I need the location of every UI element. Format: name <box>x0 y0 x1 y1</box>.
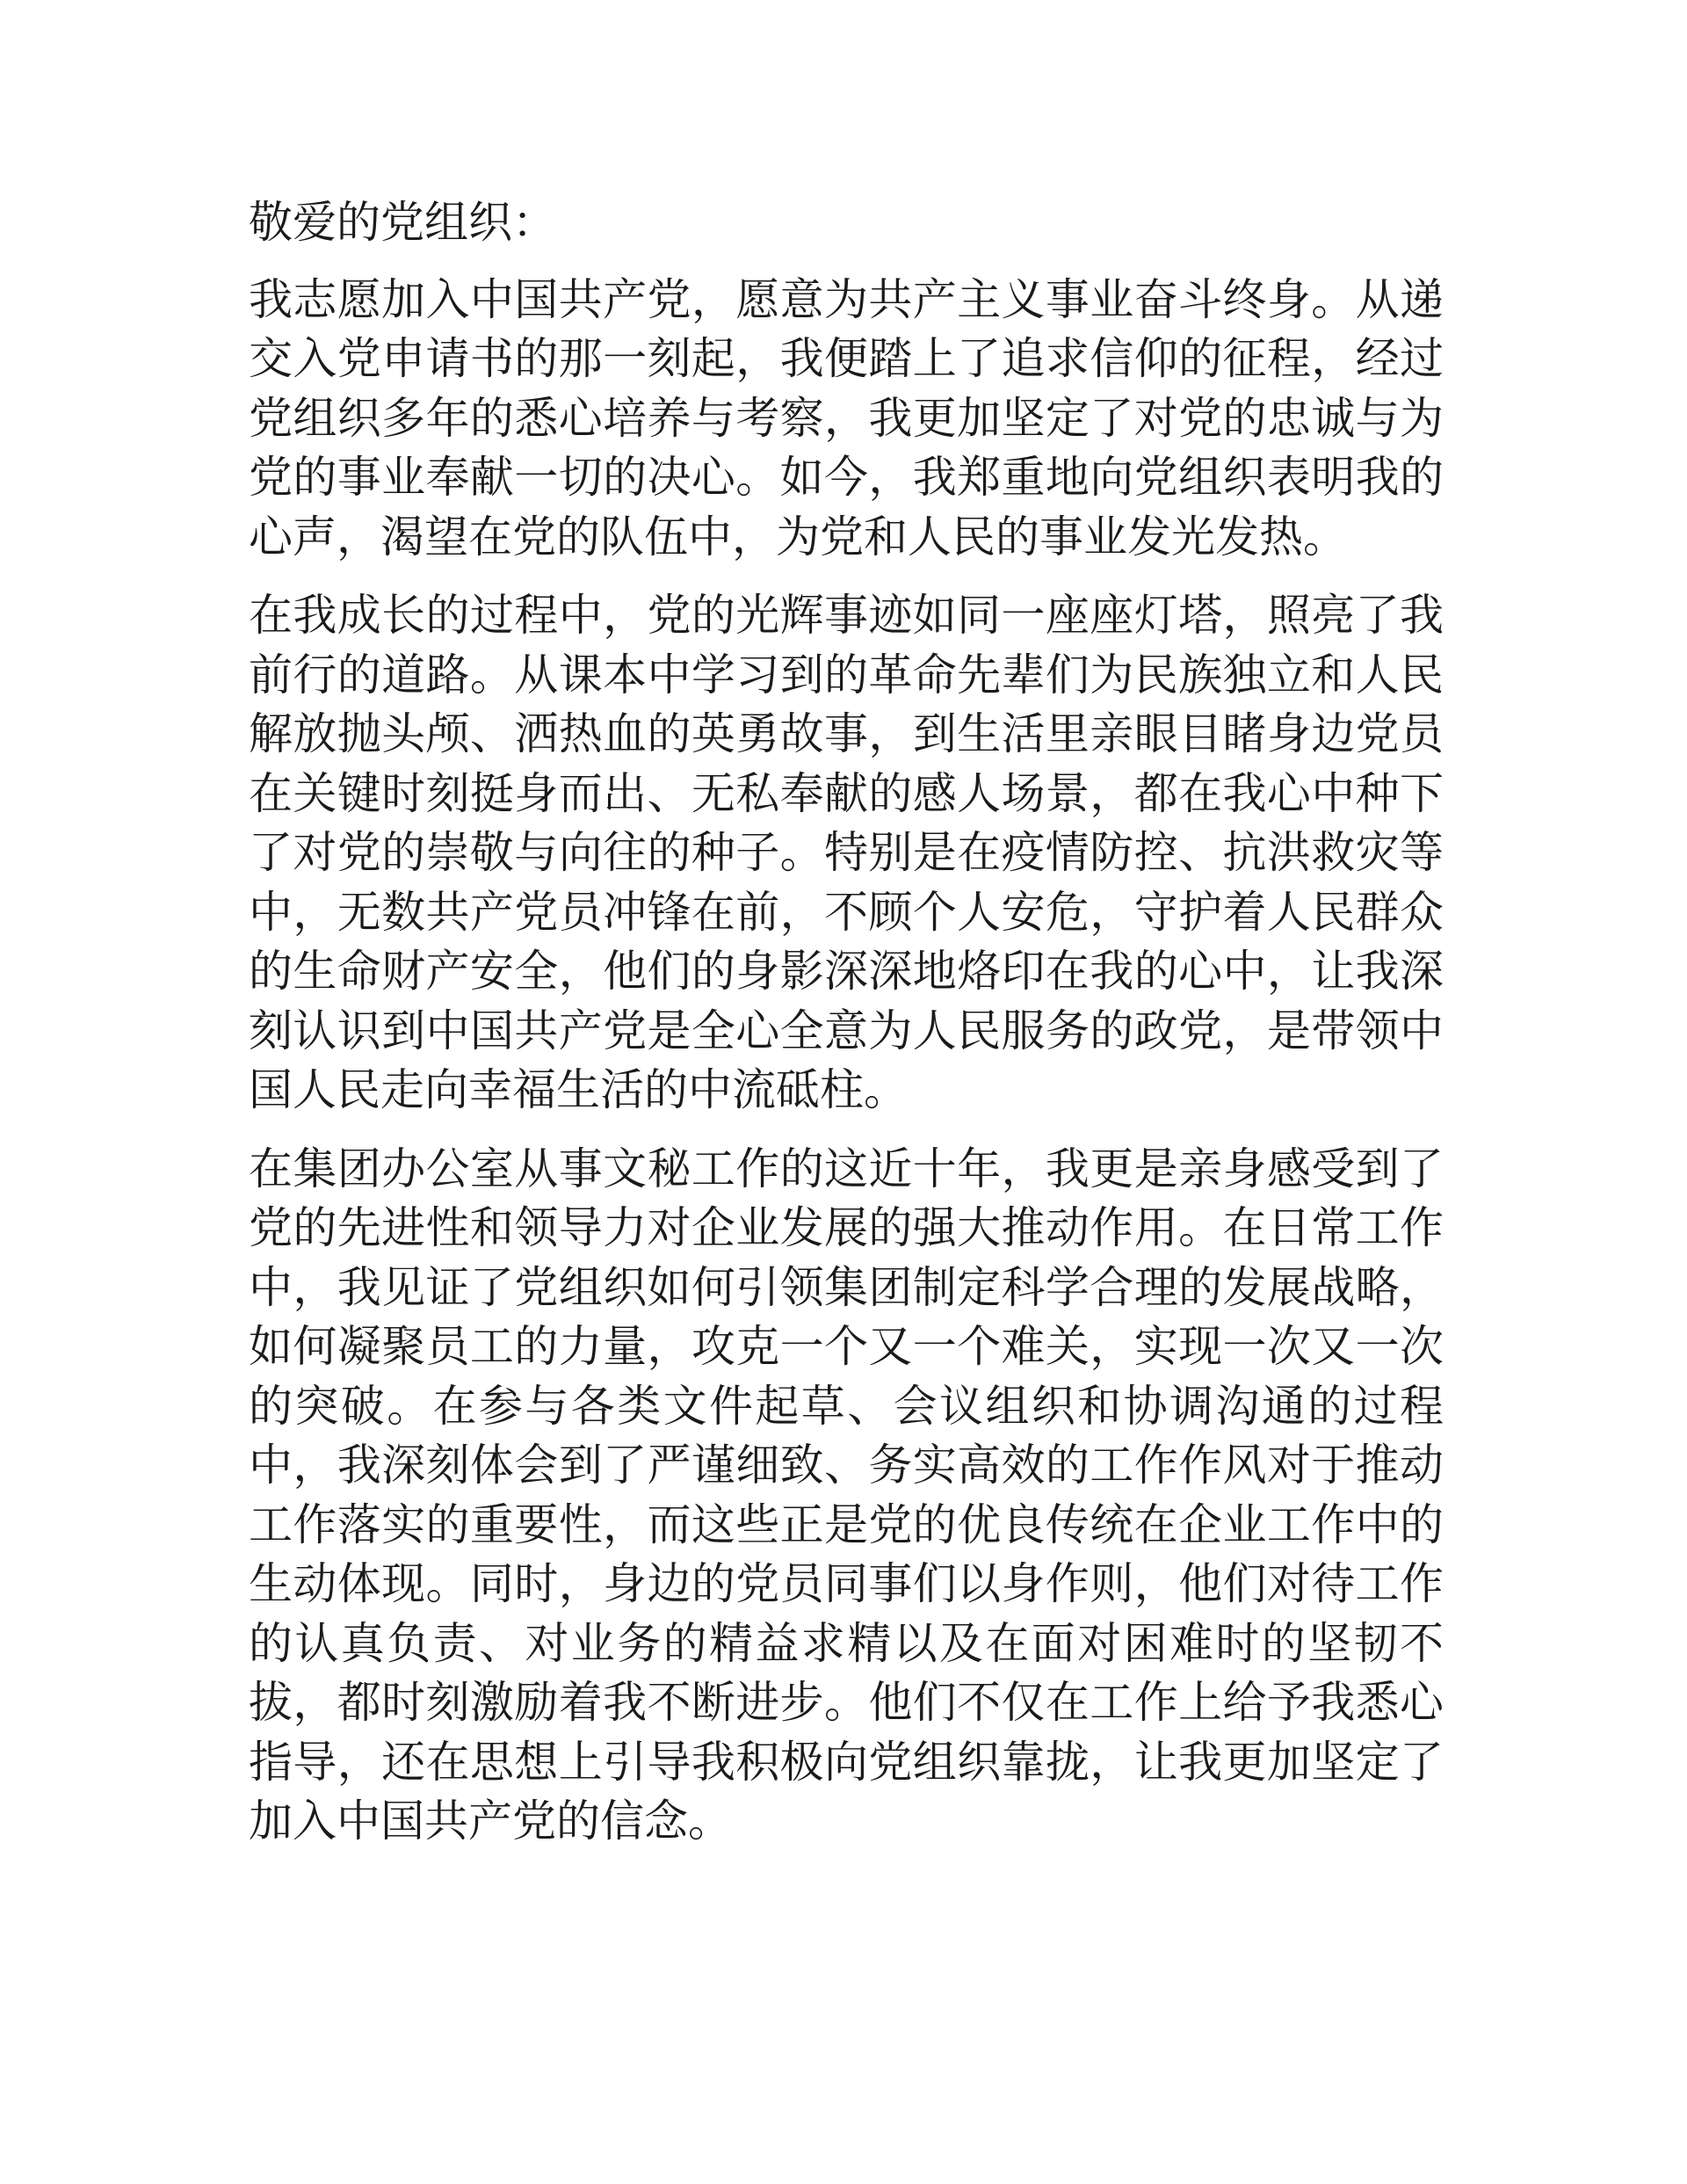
paragraph-3: 在集团办公室从事文秘工作的这近十年，我更是亲身感受到了党的先进性和领导力对企业发展的强大推动作用。在日常工作中，我见证了党组织如何引领集团制定科学合理的发展战略，如何凝聚员工的力量，攻克一个又一个难关，实现一次又一次的突破。在参与各类文件起草、会议组织和协调沟通的过程中，我深刻体会到了严谨细致、务实高效的工作作风对于推动工作落实的重要性，而这些正是党的优良传统在企业工作中的生动体现。同时，身边的党员同事们以身作则，他们对待工作的认真负责、对业务的精益求精以及在面对困难时的坚韧不拔，都时刻激励着我不断进步。他们不仅在工作上给予我悉心指导，还在思想上引导我积极向党组织靠拢，让我更加坚定了加入中国共产党的信念。 <box>249 1143 1444 1847</box>
paragraph-1: 我志愿加入中国共产党，愿意为共产主义事业奋斗终身。从递交入党申请书的那一刻起，我便踏上了追求信仰的征程，经过党组织多年的悉心培养与考察，我更加坚定了对党的忠诚与为党的事业奉献一切的决心。如今，我郑重地向党组织表明我的心声，渴望在党的队伍中，为党和人民的事业发光发热。 <box>249 273 1444 562</box>
letter-body <box>249 193 1444 1871</box>
salutation: 敬爱的党组织： <box>249 197 556 248</box>
paragraph-2: 在我成长的过程中，党的光辉事迹如同一座座灯塔，照亮了我前行的道路。从课本中学习到的革命先辈们为民族独立和人民解放抛头颅、洒热血的英勇故事，到生活里亲眼目睹身边党员在关键时刻挺身而出、无私奉献的感人场景，都在我心中种下了对党的崇敬与向往的种子。特别是在疫情防控、抗洪救灾等中，无数共产党员冲锋在前，不顾个人安危，守护着人民群众的生命财产安全，他们的身影深深地烙印在我的心中，让我深刻认识到中国共产党是全心全意为人民服务的政党，是带领中国人民走向幸福生活的中流砥柱。 <box>249 590 1444 1115</box>
